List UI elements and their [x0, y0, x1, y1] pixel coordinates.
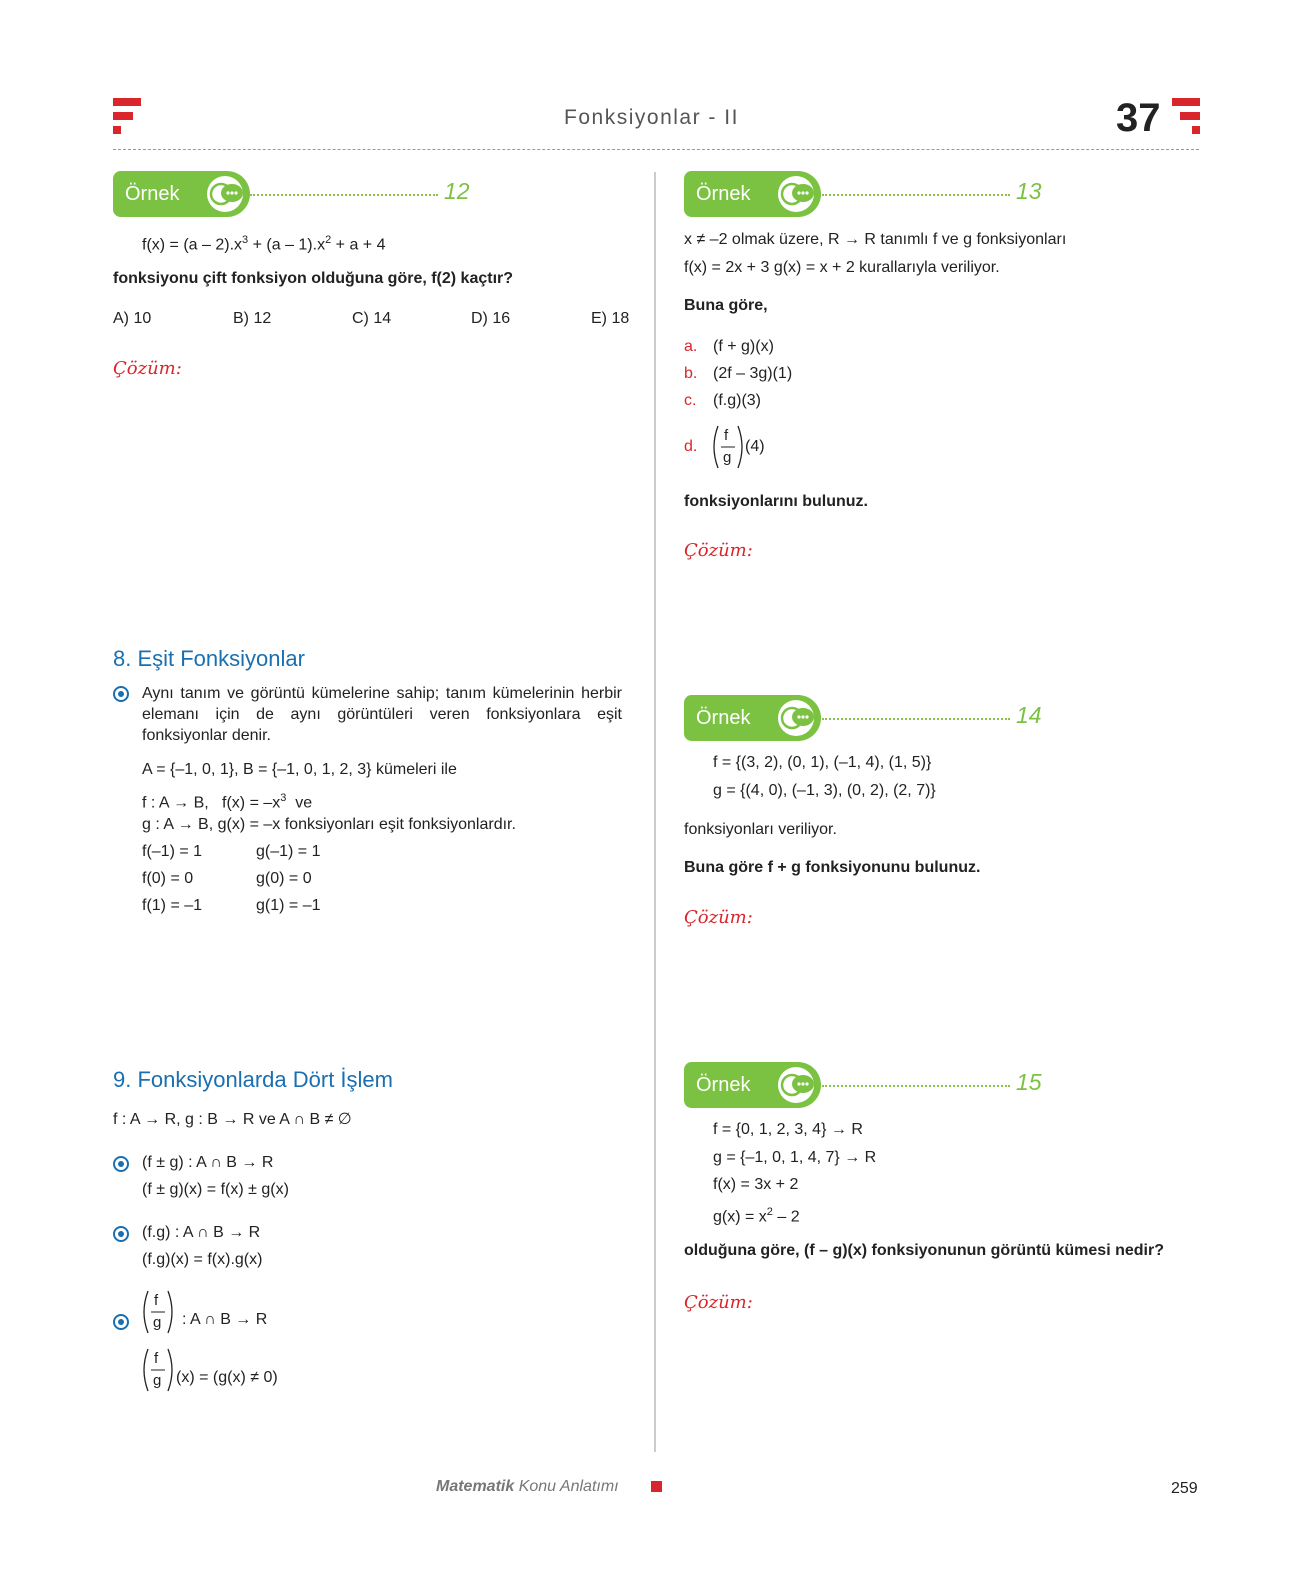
- fraction-f-over-g: f g: [140, 1287, 180, 1337]
- given-line: f(x) = 2x + 3 g(x) = x + 2 kurallarıyla veriliyor.: [684, 259, 1000, 276]
- choice-b[interactable]: B) 12: [233, 310, 272, 327]
- bullet-icon: [113, 1226, 129, 1242]
- choice-a[interactable]: A) 10: [113, 310, 152, 327]
- item-key: c.: [684, 392, 697, 409]
- intro-line: f : A → R, g : B → R ve A ∩ B ≠ ∅: [113, 1111, 352, 1128]
- set-f: f = {(3, 2), (0, 1), (–1, 4), (1, 5)}: [713, 754, 932, 771]
- example-line: f : A → B, $f(x) = -x^3$ ve: [142, 792, 313, 812]
- given-line: $g(x) = x^2 - 2$: [713, 1206, 800, 1226]
- given-line: f = {0, 1, 2, 3, 4} → R: [713, 1121, 863, 1138]
- product-rule: (f.g)(x) = f(x).g(x): [142, 1251, 263, 1268]
- ornek-badge: Örnek: [684, 171, 821, 217]
- product-domain: (f.g) : A ∩ B → R: [142, 1224, 261, 1241]
- ornek-badge: Örnek: [684, 1062, 821, 1108]
- given-line: x ≠ –2 olmak üzere, R → R tanımlı f ve g fonksiyonları: [684, 231, 1067, 248]
- dotted-leader: [250, 194, 438, 196]
- prompt: olduğuna göre, (f – g)(x) fonksiyonunun görüntü kümesi nedir?: [684, 1242, 1164, 1259]
- solution-label: Çözüm:: [684, 907, 753, 928]
- function-def: $f(x) = (a - 2).x^3 + (a - 1).x^2 + a + 4$: [142, 234, 386, 254]
- sum-rule: (f ± g)(x) = f(x) ± g(x): [142, 1181, 289, 1198]
- item-key: b.: [684, 365, 698, 382]
- dotted-leader: [822, 194, 1010, 196]
- g-value: g(0) = 0: [256, 870, 312, 887]
- speech-bubble-icon: [113, 171, 250, 217]
- bullet-icon: [113, 686, 129, 702]
- bullet-icon: [113, 1314, 129, 1330]
- choice-e[interactable]: E) 18: [591, 310, 630, 327]
- speech-bubble-icon: [684, 171, 821, 217]
- definition-text: Aynı tanım ve görüntü kümelerine sahip; tanım kümelerinin herbir elemanı için de aynı görüntüleri veren fonksiyonlara eşit fonksiyonlar denir.: [142, 685, 622, 744]
- chapter-number: 37: [1116, 96, 1161, 140]
- choice-d[interactable]: D) 16: [471, 310, 511, 327]
- g-value: g(–1) = 1: [256, 843, 321, 860]
- prompt: fonksiyonlarını bulunuz.: [684, 493, 868, 510]
- speech-bubble-icon: [684, 695, 821, 741]
- solution-label: Çözüm:: [684, 1292, 753, 1313]
- example-number: 13: [1016, 178, 1042, 204]
- example-number: 14: [1016, 702, 1042, 728]
- column-divider: [654, 172, 656, 1452]
- item-value: (4): [745, 438, 765, 455]
- solution-label: Çözüm:: [113, 358, 182, 379]
- bullet-icon: [113, 1156, 129, 1172]
- footer-brand: Matematik Konu Anlatımı: [436, 1478, 619, 1495]
- example-line: g : A → B, g(x) = –x fonksiyonları eşit fonksiyonlardır.: [142, 816, 516, 833]
- f-value: f(1) = –1: [142, 897, 203, 914]
- g-value: g(1) = –1: [256, 897, 321, 914]
- item-value: (f.g)(3): [713, 392, 761, 409]
- given-line: f(x) = 3x + 2: [713, 1176, 799, 1193]
- quotient-rule: (x) = (g(x) ≠ 0): [176, 1369, 278, 1386]
- section-title: 9. Fonksiyonlarda Dört İşlem: [113, 1067, 393, 1092]
- page-number: 259: [1171, 1480, 1198, 1497]
- solution-label: Çözüm:: [684, 540, 753, 561]
- dotted-leader: [822, 1085, 1010, 1087]
- item-key: a.: [684, 338, 698, 355]
- speech-bubble-icon: [684, 1062, 821, 1108]
- fraction-f-over-g: f g: [140, 1345, 180, 1395]
- question: fonksiyonu çift fonksiyon olduğuna göre, f(2) kaçtır?: [113, 270, 514, 287]
- quotient-domain: : A ∩ B → R: [182, 1311, 268, 1328]
- chapter-title: Fonksiyonlar - II: [564, 106, 739, 129]
- ornek-badge: Örnek: [113, 171, 250, 217]
- example-line: A = {–1, 0, 1}, B = {–1, 0, 1, 2, 3} kümeleri ile: [142, 761, 457, 778]
- footer-square: [651, 1481, 662, 1492]
- ornek-badge: Örnek: [684, 695, 821, 741]
- set-g: g = {(4, 0), (–1, 3), (0, 2), (2, 7)}: [713, 782, 936, 799]
- item-value: (2f – 3g)(1): [713, 365, 793, 382]
- f-value: f(0) = 0: [142, 870, 194, 887]
- section-title: 8. Eşit Fonksiyonlar: [113, 646, 305, 671]
- given-line: g = {–1, 0, 1, 4, 7} → R: [713, 1149, 877, 1166]
- item-key: d.: [684, 438, 698, 455]
- example-number: 12: [444, 178, 470, 204]
- dotted-leader: [822, 718, 1010, 720]
- logo-right: [1172, 98, 1200, 136]
- prompt: Buna göre f + g fonksiyonunu bulunuz.: [684, 859, 981, 876]
- item-value: (f + g)(x): [713, 338, 774, 355]
- prompt: Buna göre,: [684, 297, 768, 314]
- example-number: 15: [1016, 1069, 1042, 1095]
- choice-c[interactable]: C) 14: [352, 310, 392, 327]
- header-rule: [113, 149, 1199, 150]
- given-line: fonksiyonları veriliyor.: [684, 821, 837, 838]
- fraction-f-over-g: f g: [710, 422, 750, 472]
- f-value: f(–1) = 1: [142, 843, 203, 860]
- sum-domain: (f ± g) : A ∩ B → R: [142, 1154, 274, 1171]
